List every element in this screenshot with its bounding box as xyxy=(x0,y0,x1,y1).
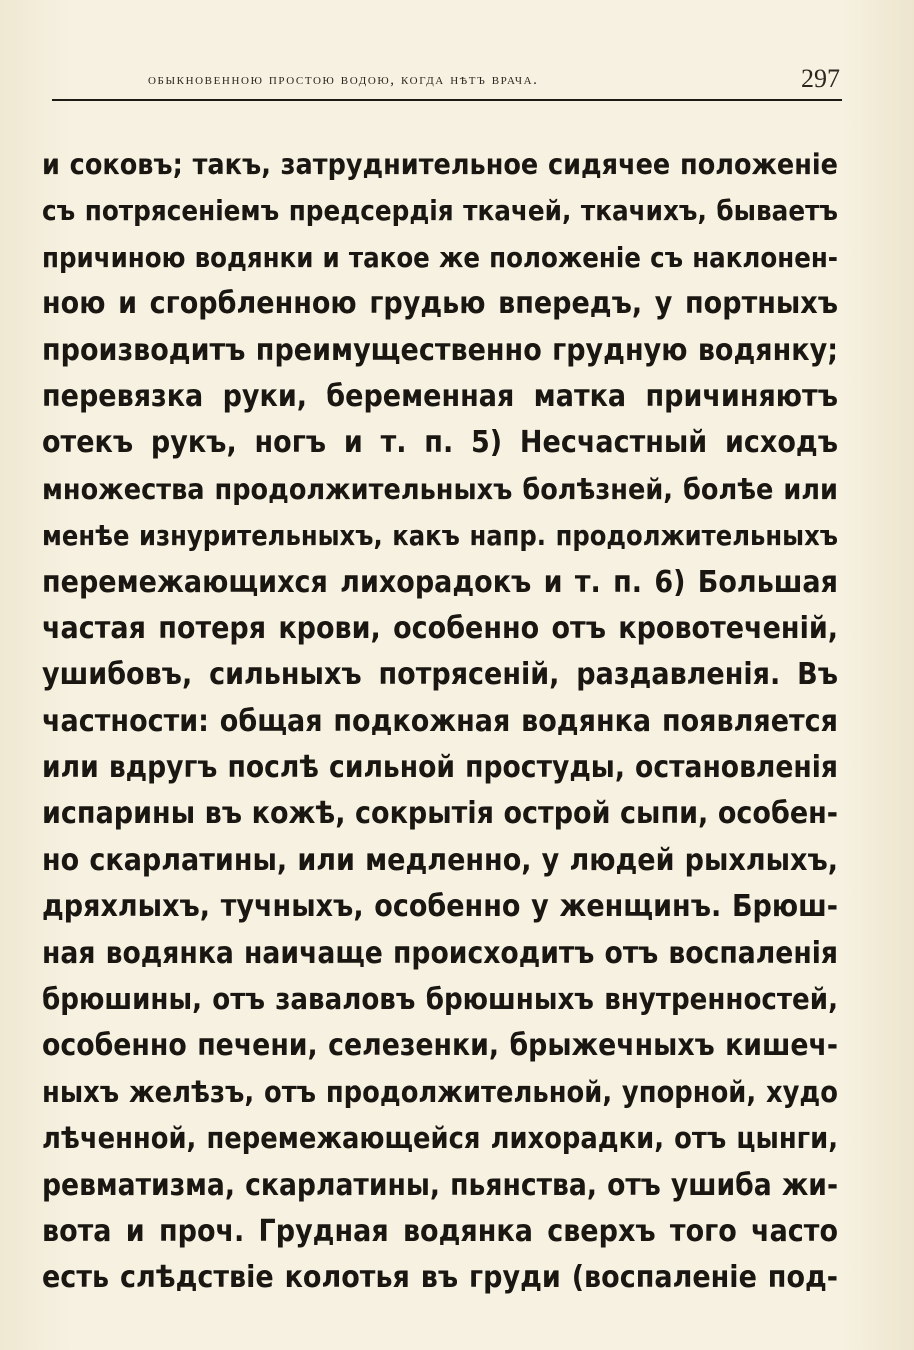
text-line: перевязка руки, беременная матка причиняютъ xyxy=(42,379,838,414)
page-header xyxy=(52,62,852,102)
header-rule xyxy=(52,99,842,101)
text-line: отекъ рукъ, ногъ и т. п. 5) Несчастный исходъ xyxy=(42,425,838,461)
text-line: съ потрясеніемъ предсердія ткачей, ткачихъ, бываетъ xyxy=(42,194,838,228)
page-number: 297 xyxy=(801,64,840,93)
text-line: или вдругъ послѣ сильной простуды, остановленія xyxy=(42,750,838,785)
text-line: частая потеря крови, особенно отъ кровотеченій, xyxy=(42,610,838,646)
body-text xyxy=(42,142,838,1302)
text-line: множества продолжительныхъ болѣзней, болѣе или xyxy=(42,472,838,507)
text-line: менѣе изнурительныхъ, какъ напр. продолжительныхъ xyxy=(42,519,838,552)
text-line: причиною водянки и такое же положеніе съ наклонен- xyxy=(42,240,838,274)
text-line: дряхлыхъ, тучныхъ, особенно у женщинъ. Брюш- xyxy=(42,889,838,925)
text-line: вота и проч. Грудная водянка сверхъ того часто xyxy=(42,1214,838,1249)
text-line: частности: общая подкожная водянка появляется xyxy=(42,703,838,739)
text-line: но скарлатины, или медленно, у людей рыхлыхъ, xyxy=(42,842,838,878)
text-line: брюшины, отъ заваловъ брюшныхъ внутренностей, xyxy=(42,983,838,1017)
text-line: лѣченной, перемежающейся лихорадки, отъ цынги, xyxy=(42,1122,838,1156)
text-line: ною и сгорбленною грудью впередъ, у портныхъ xyxy=(42,286,838,321)
text-line: производитъ преимущественно грудную водянку; xyxy=(42,332,838,368)
text-line: ревматизма, скарлатины, пьянства, отъ ушиба жи- xyxy=(42,1167,838,1203)
running-title: обыкновенною простою водою, когда нѣтъ врача. xyxy=(148,72,539,88)
text-line: есть слѣдствіе колотья въ груди (воспаленіе под- xyxy=(42,1260,838,1296)
text-line: ная водянка наичаще происходитъ отъ воспаленія xyxy=(42,935,838,971)
text-line: перемежающихся лихорадокъ и т. п. 6) Большая xyxy=(42,564,838,600)
text-line: ушибовъ, сильныхъ потрясеній, раздавленія. Въ xyxy=(42,657,838,693)
text-line: испарины въ кожѣ, сокрытія острой сыпи, особен- xyxy=(42,796,838,832)
text-line: особенно печени, селезенки, брыжечныхъ кишеч- xyxy=(42,1028,838,1064)
text-line: ныхъ желѣзъ, отъ продолжительной, упорной, худо xyxy=(42,1075,838,1110)
text-line: и соковъ; такъ, затруднительное сидячее положеніе xyxy=(42,148,838,182)
